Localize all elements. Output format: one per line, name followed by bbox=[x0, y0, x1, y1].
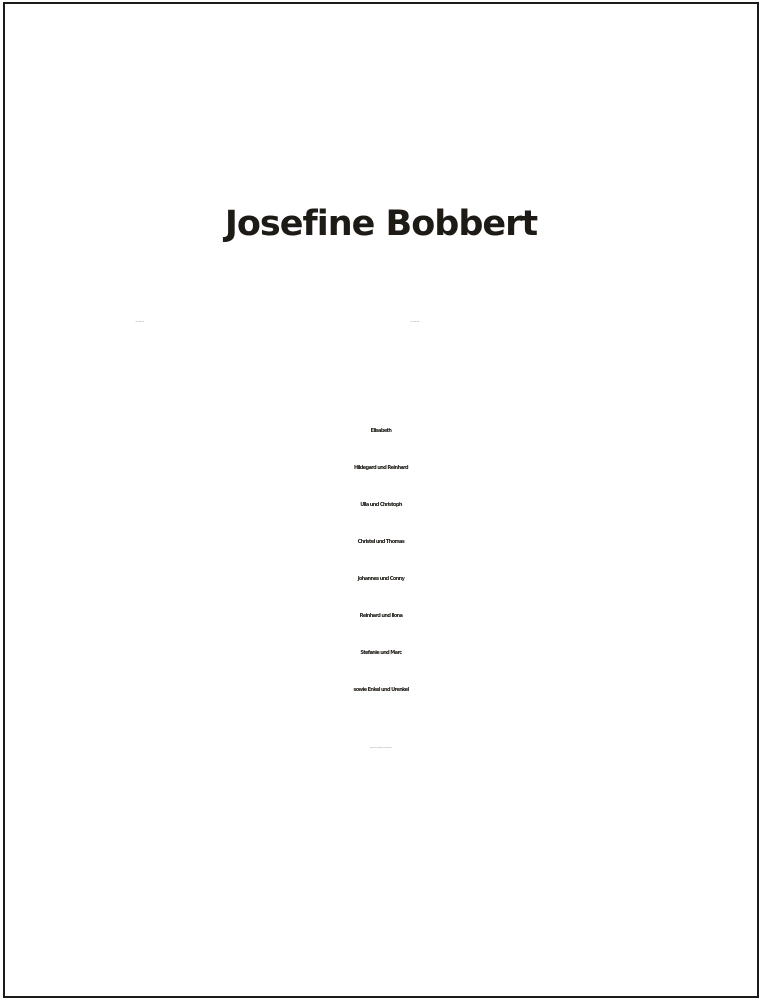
birth-date: * 28. Februar 1934 bbox=[135, 322, 145, 323]
mourner-name: Hildegard und Reinhard bbox=[353, 465, 409, 471]
death-date: † 11. Februar 2019 bbox=[410, 322, 420, 323]
deceased-name: Josefine Bobbert bbox=[224, 204, 538, 244]
poem-line bbox=[5, 113, 757, 140]
mourner-name: Johannes und Conny bbox=[357, 576, 405, 582]
mourner-name: Christel und Thomas bbox=[357, 539, 405, 545]
mourner-name: Reinhard und Ilona bbox=[359, 613, 403, 619]
mourner-name: sowie Enkel und Urenkel bbox=[353, 687, 409, 693]
mourner-name: Elisabeth bbox=[370, 428, 392, 434]
family-address: 33034 Brakel (Siddessen), Zum Tiefental 19 bbox=[369, 748, 393, 749]
poem-line bbox=[5, 59, 757, 86]
mourner-name: Ulla und Christoph bbox=[360, 502, 402, 508]
poem-line bbox=[5, 86, 757, 113]
mourner-name: Stefanie und Marc bbox=[360, 650, 402, 656]
life-dates bbox=[5, 322, 757, 352]
obituary-notice bbox=[3, 2, 759, 998]
poem-line bbox=[5, 32, 757, 59]
